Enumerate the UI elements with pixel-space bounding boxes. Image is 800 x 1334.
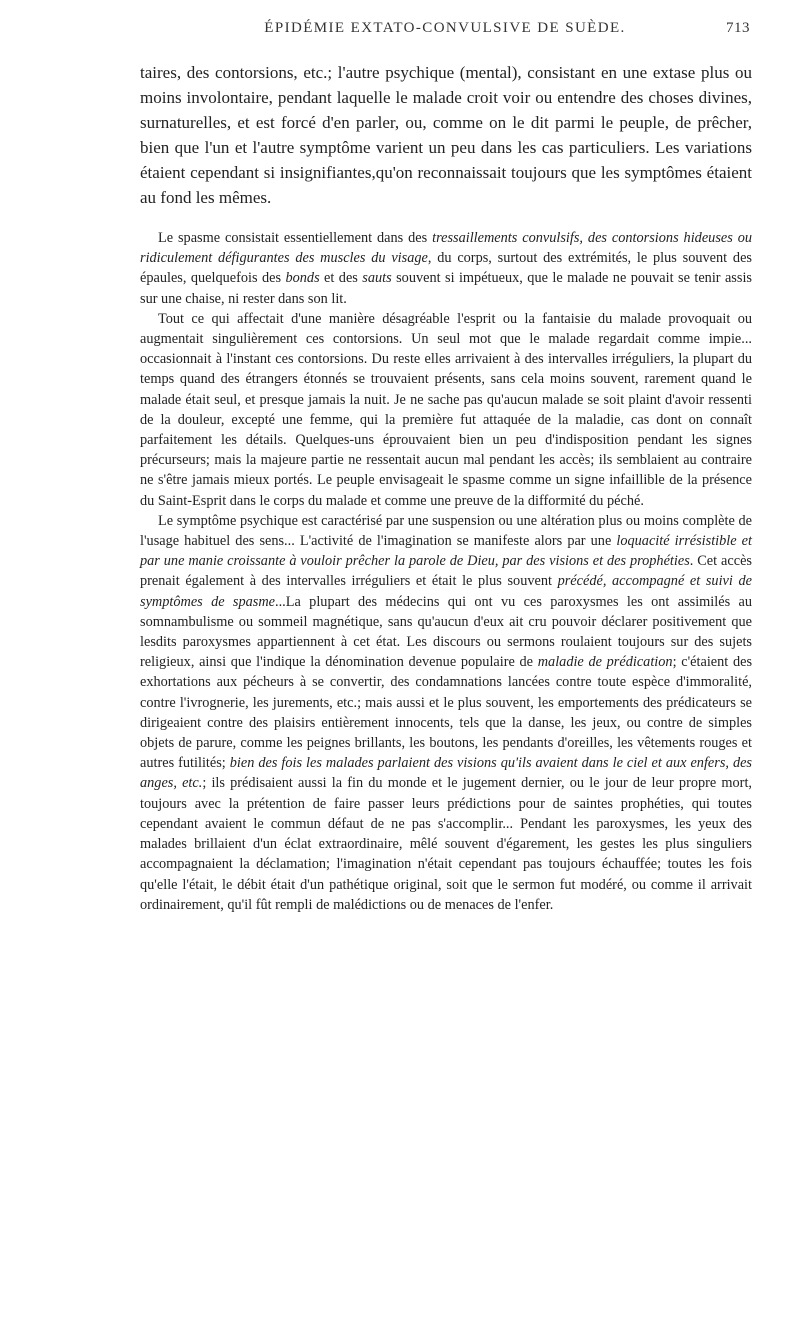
text-run: Le symptôme psychique est caractérisé par une suspension ou une altération plus ou moins complète de l'usage habituel des sens... L'activité de l'imagination se manifeste alors par une [140, 512, 752, 550]
paragraph [140, 60, 752, 210]
text-run: ; ils prédisaient aussi la fin du monde et le jugement dernier, ou le jour de leur propre mort, toujours avec la prétention de faire passer leurs prédictions pour de saintes prophéties, qui toutes cependant avaient le commun défaut de ne pas s'accomplir... Pendant les paroxysmes, les yeux des malades brillaient d'un éclat extraordinaire, mêlé souvent d'égarement, les gestes les plus singuliers accompagnaient la déclamation; l'imagination n'était cependant pas toujours échauffée; toutes les fois qu'elle l'était, le débit était d'un pathétique original, soit que le sermon fut modéré, ou comme il arrivait ordinairement, qu'il fût rempli de malédictions ou de menaces de l'enfer. [140, 775, 752, 913]
paragraph [140, 228, 752, 309]
body-text [140, 60, 752, 915]
text-run: ...La plupart des médecins qui ont vu ces paroxysmes les ont assimilés au somnambulisme ou sommeil magnétique, sans qu'aucun d'eux ait cru pouvoir déclarer positivement que lesdits paroxysmes appartiennent à cet état. Les discours ou sermons roulaient toujours sur des sujets religieux, ainsi que l'indique la dénomination devenue populaire de [140, 593, 752, 671]
text-run: souvent si impétueux, que le malade ne pouvait se tenir assis sur une chaise, ni rester dans son lit. [140, 270, 752, 307]
italic-text-run: bien des fois les malades parlaient des visions qu'ils avaient dans le ciel et aux enfers, des anges, etc. [140, 755, 753, 792]
italic-text-run: sauts [362, 270, 392, 287]
italic-text-run: maladie de prédication [537, 654, 673, 671]
text-run: taires, des contorsions, etc.; l'autre psychique (mental), consistant en une extase plus ou moins involontaire, pendant laquelle le malade croit voir ou entendre des choses divines, surnaturelles, et est forcé d'en parler, ou, comme on le dit parmi le peuple, de prêcher, bien que l'un et l'autre symptôme varient un peu dans les cas particuliers. Les variations étaient cependant si insignifiantes,qu'on reconnaissait toujours que les symptômes étaient au fond les mêmes. [140, 63, 752, 207]
text-run: , du corps, surtout des extrémités, le plus souvent des épaules, quelquefois des [140, 250, 752, 287]
text-run: Tout ce qui affectait d'une manière désagréable l'esprit ou la fantaisie du malade provoquait ou augmentait singulièrement ces contorsions. Un seul mot que le malade regardait comme impie... occasionnait à l'instant ces contorsions. Du reste elles arrivaient à des intervalles irréguliers, la plupart du temps quand des étrangers étonnés se trouvaient présents, sans cela moins souvent, rarement quand le malade était seul, et presque jamais la nuit. Je ne sache pas qu'aucun malade se soit plaint d'avoir ressenti de la douleur, excepté une femme, qui la première fut attaquée de la maladie, cas dont on connaît parfaitement les détails. Quelques-uns éprouvaient bien un peu d'indisposition pendant les signes précurseurs; mais la majeure partie ne ressentait aucun mal pendant les accès; ils semblaient au contraire ne s'être jamais mieux portés. Le peuple envisageait le spasme comme un signe infaillible de la présence du Saint-Esprit dans le corps du malade et comme une preuve de la difformité du péché. [140, 310, 752, 509]
text-run: . Cet accès prenait également à des intervalles irréguliers et était le plus souvent [140, 553, 752, 590]
paragraph [140, 511, 752, 915]
running-header [140, 20, 750, 44]
italic-text-run: tressaillements convulsifs, des contorsions hideuses ou ridiculement défigurantes des muscles du visage [140, 230, 753, 267]
italic-text-run: loquacité irrésistible et par une manie croissante à vouloir prêcher la parole de Dieu, par des visions et des prophéties [140, 533, 753, 570]
italic-text-run: bonds [285, 270, 320, 287]
paragraph [140, 309, 752, 511]
text-run: ; c'étaient des exhortations aux pécheurs à se convertir, des condamnations lancées contre toute espèce d'immoralité, contre l'ivrognerie, les jurements, etc.; mais aussi et le plus souvent, les emportements des prédicateurs se dirigeaient contre des plaisirs entièrement innocents, tels que la danse, les jeux, ou contre de simples objets de parure, comme les peignes brillants, les boutons, les pendants d'oreilles, les vêtements rouges et autres futilités; [140, 654, 753, 772]
italic-text-run: précédé, accompagné et suivi de symptômes de spasme [140, 573, 752, 610]
page-number: 713 [726, 20, 750, 36]
running-title: ÉPIDÉMIE EXTATO-CONVULSIVE DE SUÈDE. [264, 20, 626, 36]
text-run: Le spasme consistait essentiellement dans des [158, 230, 433, 246]
text-run: et des [319, 270, 363, 287]
